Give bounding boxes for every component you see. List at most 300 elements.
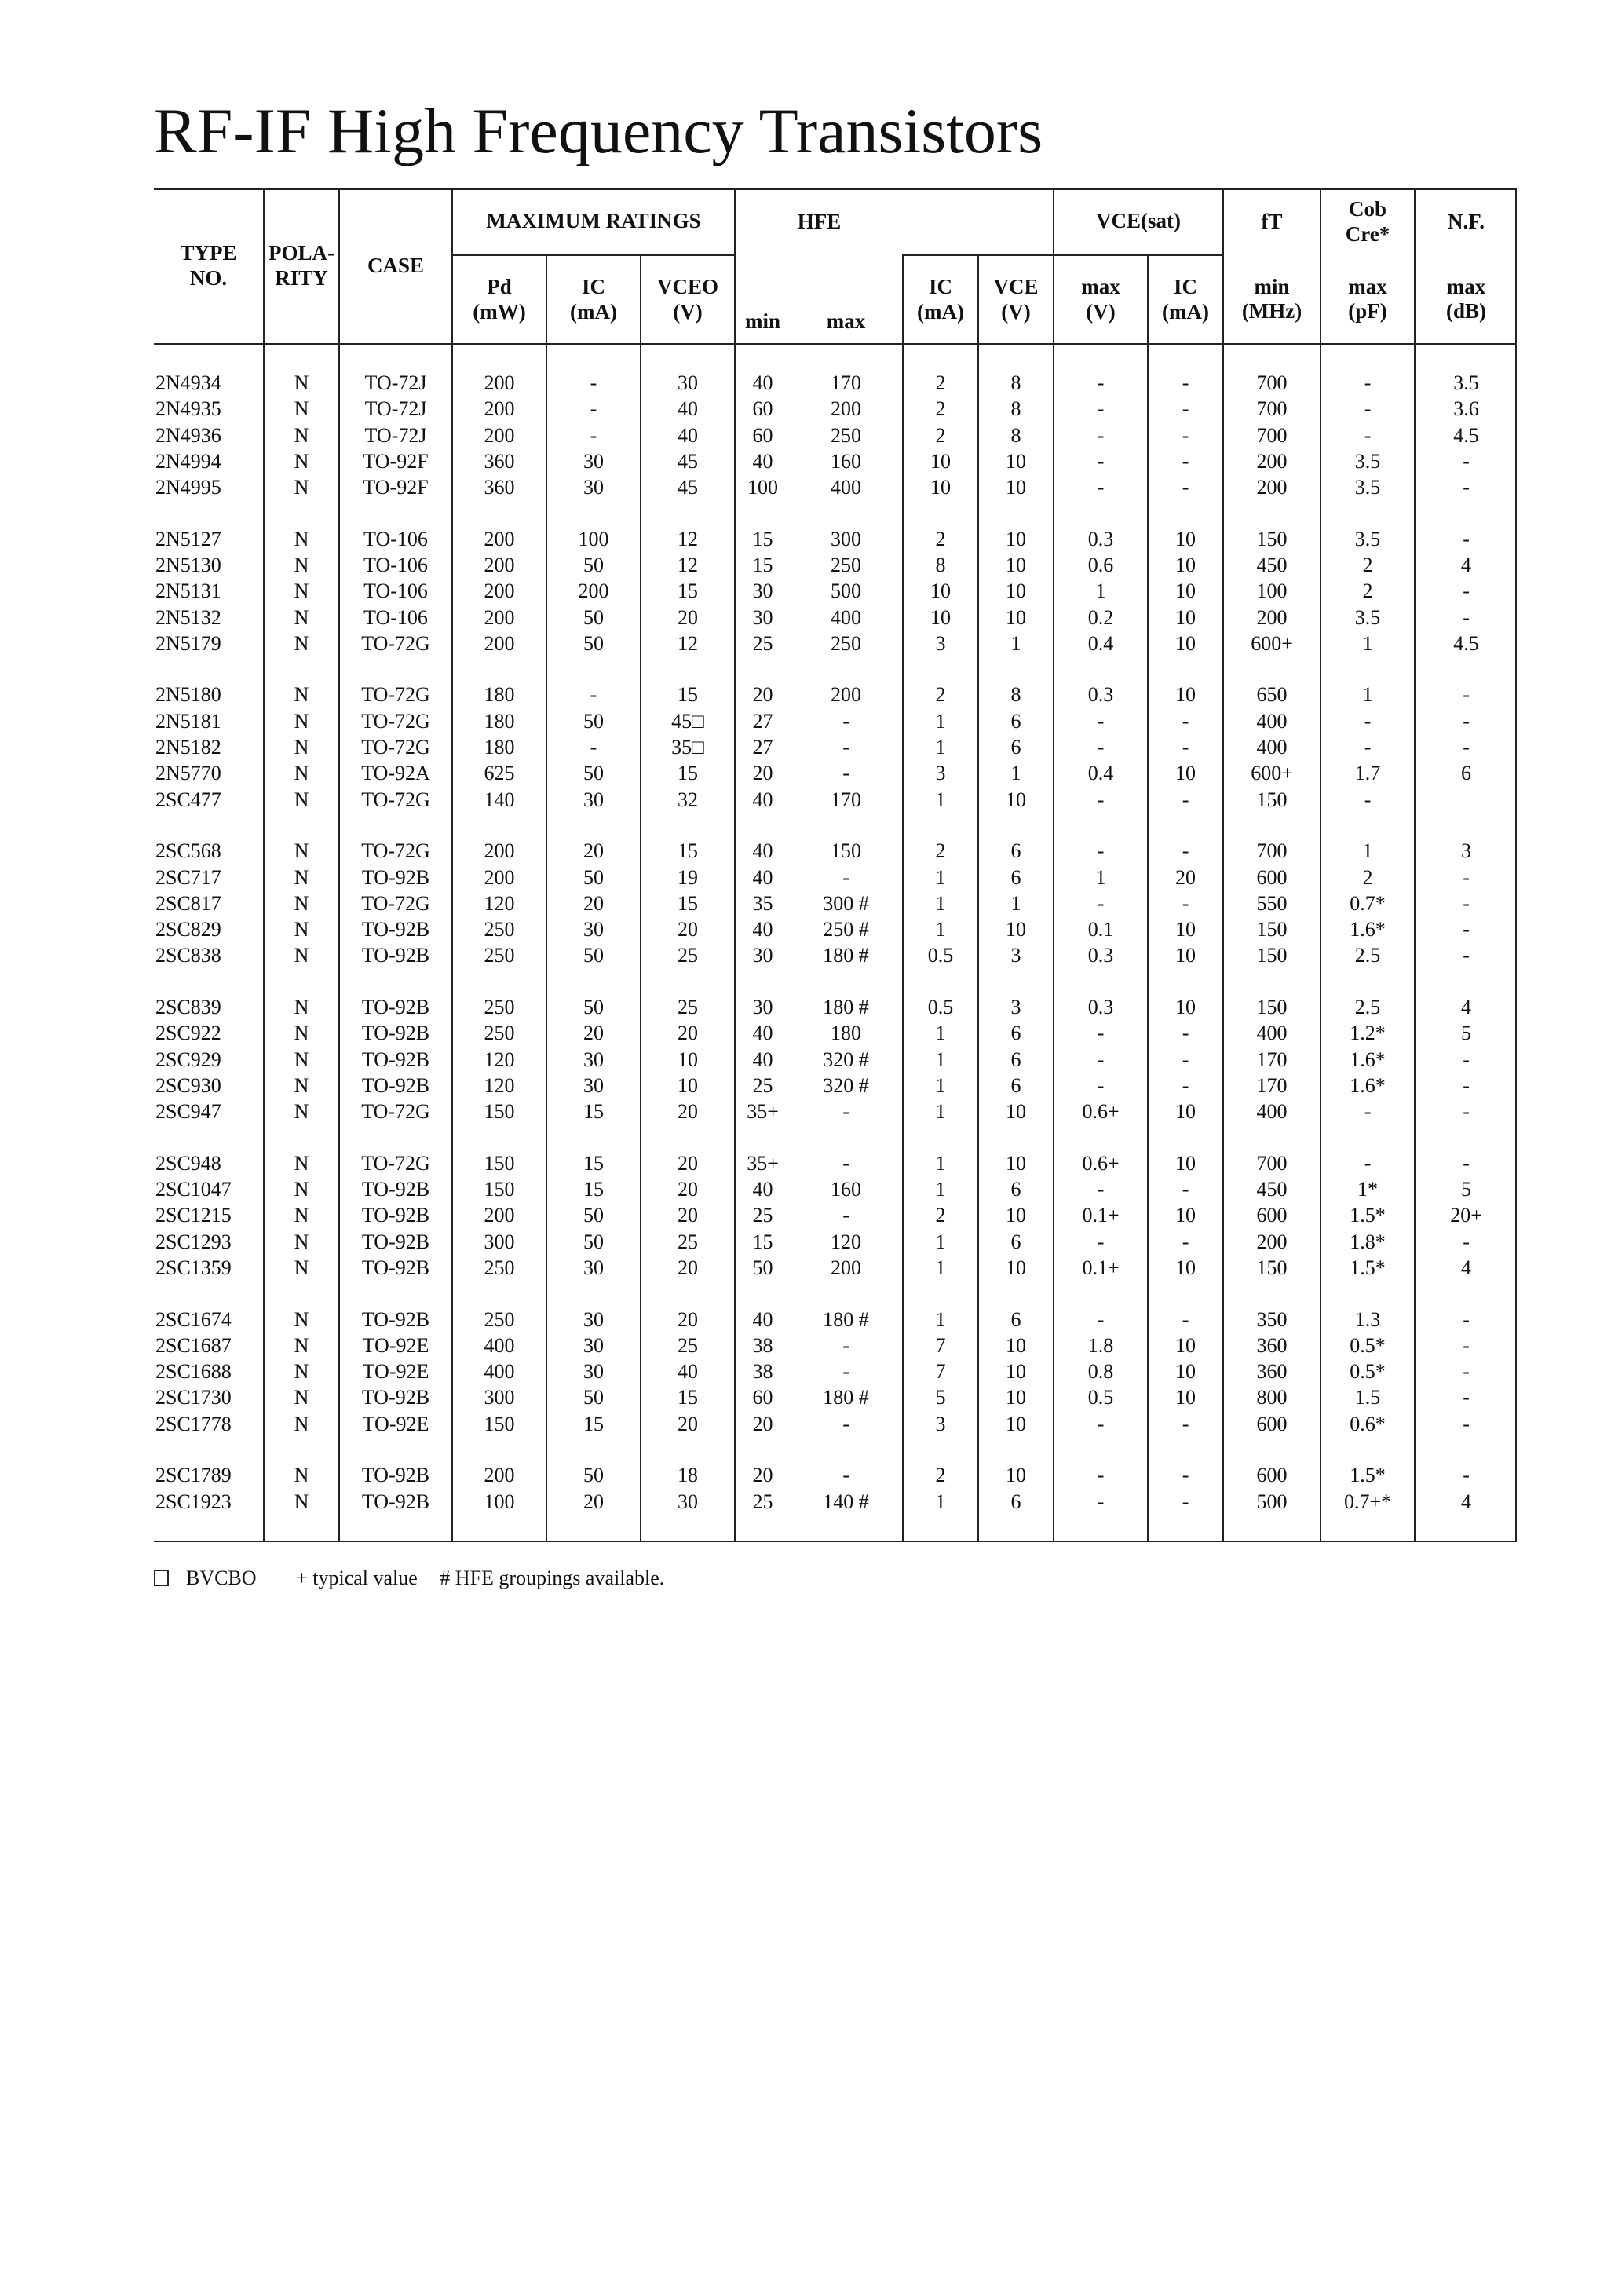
cell-hfe-vce: 3	[978, 943, 1054, 969]
cell-hfe-min: 40	[735, 1021, 790, 1047]
spacer-cell	[978, 1437, 1054, 1462]
cell-pd: 250	[452, 1255, 546, 1281]
cell-vcesat-max: -	[1054, 474, 1148, 500]
spacer-cell	[339, 1281, 452, 1307]
cell-ft-min: 360	[1223, 1333, 1321, 1358]
cell-pd: 200	[452, 370, 546, 396]
cell-cob-max: -	[1321, 397, 1415, 422]
spacer-cell	[978, 969, 1054, 994]
spacer-cell	[1223, 813, 1321, 838]
cell-vceo: 20	[641, 1099, 735, 1125]
cell-cob-max: 2	[1321, 865, 1415, 890]
cell-nf-max: -	[1415, 526, 1517, 552]
table-row	[154, 1489, 1517, 1515]
spacer-cell	[1054, 501, 1148, 526]
cell-case: TO-72G	[339, 890, 452, 916]
col-cob: Cob Cre*	[1321, 188, 1415, 255]
cell-ic: 30	[546, 1307, 641, 1333]
cell-vceo: 10	[641, 1047, 735, 1073]
cell-type-no: 2N4995	[155, 476, 221, 499]
cell-ic: 30	[546, 474, 641, 500]
cell-hfe-max: 200	[831, 397, 862, 421]
cell-hfe-ic: 1	[903, 1073, 978, 1099]
table-row	[154, 734, 1517, 760]
cell-vcesat-ic: 20	[1148, 865, 1223, 890]
cell-polarity: N	[264, 1463, 339, 1489]
cell-polarity: N	[264, 1358, 339, 1384]
group-spacer	[154, 501, 1517, 526]
cell-vcesat-max: 0.6+	[1054, 1099, 1148, 1125]
col-hfe-vce: VCE (V)	[978, 255, 1054, 344]
cell-vceo: 15	[641, 579, 735, 605]
cell-polarity: N	[264, 422, 339, 448]
cell-vcesat-ic: -	[1148, 370, 1223, 396]
cell-ft-min: 400	[1223, 1021, 1321, 1047]
cell-ic: 50	[546, 1229, 641, 1255]
cell-case: TO-106	[339, 526, 452, 552]
cell-hfe-ic: 10	[903, 579, 978, 605]
cell-vceo: 15	[641, 1385, 735, 1411]
spacer-cell	[452, 501, 546, 526]
cell-pd: 400	[452, 1358, 546, 1384]
cell-ft-min: 200	[1223, 605, 1321, 631]
cell-vcesat-ic: -	[1148, 1073, 1223, 1099]
cell-vcesat-ic: -	[1148, 1229, 1223, 1255]
cell-pd: 200	[452, 631, 546, 656]
cell-vcesat-max: 0.1+	[1054, 1203, 1148, 1229]
spacer-cell	[1148, 813, 1223, 838]
cell-case: TO-92B	[339, 1176, 452, 1202]
cell-vcesat-max: 0.3	[1054, 943, 1148, 969]
spacer-cell	[452, 1125, 546, 1150]
cell-nf-max: 4	[1415, 552, 1517, 578]
group-spacer	[154, 1125, 1517, 1150]
cell-ft-min: 700	[1223, 422, 1321, 448]
cell-hfe-max: 180 #	[823, 1386, 869, 1409]
cell-vceo: 20	[641, 1411, 735, 1437]
cell-nf-max: -	[1415, 1150, 1517, 1176]
cell-hfe-vce: 6	[978, 708, 1054, 734]
spacer-cell	[1321, 657, 1415, 682]
cell-hfe-max: 120	[831, 1230, 862, 1253]
spacer-cell	[978, 1281, 1054, 1307]
cell-nf-max: 3	[1415, 839, 1517, 865]
cell-vceo: 45□	[641, 708, 735, 734]
cell-hfe-vce: 8	[978, 370, 1054, 396]
spacer-cell	[1223, 657, 1321, 682]
spacer-cell	[1321, 344, 1415, 370]
cell-cob-max: 1.7	[1321, 761, 1415, 787]
cell-hfe-vce: 8	[978, 682, 1054, 708]
cell-hfe-vce: 10	[978, 1411, 1054, 1437]
cell-hfe-ic: 2	[903, 397, 978, 422]
table-row	[154, 1203, 1517, 1229]
cell-case: TO-72J	[339, 422, 452, 448]
cell-hfe-ic: 2	[903, 1203, 978, 1229]
cell-polarity: N	[264, 1411, 339, 1437]
cell-hfe-ic: 1	[903, 787, 978, 813]
cell-ic: 20	[546, 839, 641, 865]
cell-type-no: 2N5130	[155, 554, 221, 576]
cell-case: TO-92B	[339, 916, 452, 942]
cell-case: TO-72G	[339, 1150, 452, 1176]
cell-hfe-ic: 3	[903, 1411, 978, 1437]
spacer-cell	[154, 1515, 264, 1541]
spacer-cell	[546, 657, 641, 682]
cell-ft-min: 400	[1223, 734, 1321, 760]
cell-vcesat-ic: 10	[1148, 1150, 1223, 1176]
table-row	[154, 422, 1517, 448]
cell-ic: 30	[546, 787, 641, 813]
cell-hfe-ic: 10	[903, 448, 978, 474]
cell-polarity: N	[264, 1021, 339, 1047]
cell-vcesat-ic: -	[1148, 1176, 1223, 1202]
cell-ft-min: 400	[1223, 708, 1321, 734]
cell-nf-max: -	[1415, 579, 1517, 605]
cell-ft-min: 450	[1223, 552, 1321, 578]
spacer-cell	[1223, 1437, 1321, 1462]
cell-pd: 625	[452, 761, 546, 787]
cell-nf-max: 20+	[1415, 1203, 1517, 1229]
cell-hfe-max: 250 #	[823, 918, 869, 941]
spacer-cell	[452, 813, 546, 838]
cell-pd: 150	[452, 1176, 546, 1202]
cell-ft-min: 600	[1223, 1203, 1321, 1229]
cell-pd: 250	[452, 994, 546, 1020]
cell-hfe-max: 140 #	[823, 1490, 869, 1513]
footnote-typical: + typical value	[296, 1567, 418, 1589]
table-row	[154, 631, 1517, 656]
spacer-cell	[154, 1437, 264, 1462]
cell-hfe-min: 40	[735, 448, 790, 474]
spacer-cell	[1148, 969, 1223, 994]
spacer-cell	[790, 1125, 903, 1150]
cell-hfe-ic: 1	[903, 1307, 978, 1333]
cell-hfe-vce: 10	[978, 474, 1054, 500]
cell-type-no: 2SC929	[155, 1047, 221, 1071]
cell-hfe-min: 25	[735, 631, 790, 656]
cell-vceo: 30	[641, 370, 735, 396]
spacer-cell	[339, 1437, 452, 1462]
cell-ft-min: 450	[1223, 1176, 1321, 1202]
col-hfe-min: min	[735, 255, 790, 344]
spacer-cell	[546, 813, 641, 838]
cell-vceo: 15	[641, 890, 735, 916]
cell-hfe-ic: 1	[903, 1255, 978, 1281]
group-hfe: HFE	[735, 188, 903, 255]
col-pd: Pd (mW)	[452, 255, 546, 344]
cell-pd: 400	[452, 1333, 546, 1358]
transistor-spec-table	[154, 188, 1517, 1542]
cell-cob-max: 1.6*	[1321, 1073, 1415, 1099]
table-row	[154, 474, 1517, 500]
spacer-cell	[1223, 344, 1321, 370]
col-hfe-max: max	[826, 309, 866, 333]
cell-vcesat-ic: 10	[1148, 943, 1223, 969]
cell-hfe-max: -	[842, 1412, 849, 1435]
spacer-cell	[641, 1437, 735, 1462]
cell-vcesat-max: -	[1054, 839, 1148, 865]
table-row	[154, 1307, 1517, 1333]
cell-hfe-vce: 6	[978, 734, 1054, 760]
spacer-cell	[264, 501, 339, 526]
cell-vcesat-max: -	[1054, 734, 1148, 760]
cell-nf-max: -	[1415, 1463, 1517, 1489]
table-row	[154, 1047, 1517, 1073]
cell-vceo: 20	[641, 916, 735, 942]
spacer-cell	[1321, 969, 1415, 994]
cell-vcesat-max: -	[1054, 1021, 1148, 1047]
spacer-cell	[1415, 969, 1517, 994]
cell-cob-max: 3.5	[1321, 448, 1415, 474]
cell-ft-min: 100	[1223, 579, 1321, 605]
cell-pd: 200	[452, 1463, 546, 1489]
cell-ic: 50	[546, 943, 641, 969]
cell-vceo: 20	[641, 1307, 735, 1333]
spacer-cell	[1415, 1437, 1517, 1462]
cell-vcesat-ic: -	[1148, 839, 1223, 865]
cell-polarity: N	[264, 579, 339, 605]
cell-hfe-max: 320 #	[823, 1047, 869, 1071]
cell-polarity: N	[264, 1255, 339, 1281]
cell-ft-min: 700	[1223, 839, 1321, 865]
table-row	[154, 1358, 1517, 1384]
cell-hfe-max: 250	[831, 631, 862, 655]
cell-cob-max: 1*	[1321, 1176, 1415, 1202]
table-row	[154, 552, 1517, 578]
cell-vcesat-ic: 10	[1148, 1333, 1223, 1358]
cell-vcesat-max: 0.3	[1054, 682, 1148, 708]
col-ft-min: min (MHz)	[1223, 255, 1321, 344]
spacer-cell	[1415, 1281, 1517, 1307]
cell-vceo: 15	[641, 761, 735, 787]
spacer-cell	[903, 344, 978, 370]
table-row	[154, 1255, 1517, 1281]
table-row	[154, 579, 1517, 605]
group-spacer	[154, 657, 1517, 682]
footnote	[154, 1567, 681, 1590]
cell-hfe-vce: 1	[978, 761, 1054, 787]
cell-hfe-max: -	[842, 709, 849, 733]
cell-type-no: 2N5179	[155, 631, 221, 655]
cell-ic: 30	[546, 1358, 641, 1384]
cell-polarity: N	[264, 1099, 339, 1125]
cell-type-no: 2N5182	[155, 736, 221, 759]
cell-hfe-min: 35+	[735, 1150, 790, 1176]
cell-case: TO-72G	[339, 631, 452, 656]
cell-pd: 180	[452, 682, 546, 708]
cell-cob-max: 1.5*	[1321, 1203, 1415, 1229]
footnote-hfe-groupings: # HFE groupings available.	[440, 1567, 665, 1589]
spacer-cell	[339, 501, 452, 526]
cell-nf-max: -	[1415, 1099, 1517, 1125]
spacer-cell	[1054, 1515, 1148, 1541]
cell-hfe-max: -	[842, 1100, 849, 1124]
cell-hfe-ic: 5	[903, 1385, 978, 1411]
cell-vcesat-ic: 10	[1148, 916, 1223, 942]
col-ft: fT	[1223, 188, 1321, 255]
cell-case: TO-92A	[339, 761, 452, 787]
cell-vceo: 40	[641, 1358, 735, 1384]
cell-hfe-ic: 1	[903, 1150, 978, 1176]
cell-hfe-min: 35+	[735, 1099, 790, 1125]
spacer-cell	[978, 1515, 1054, 1541]
cell-ic: 15	[546, 1150, 641, 1176]
spacer-cell	[903, 969, 978, 994]
cell-pd: 200	[452, 605, 546, 631]
cell-vcesat-max: -	[1054, 1463, 1148, 1489]
cell-type-no: 2SC1359	[155, 1256, 232, 1279]
cell-hfe-ic: 1	[903, 708, 978, 734]
cell-ft-min: 150	[1223, 1255, 1321, 1281]
spacer-cell	[790, 1515, 903, 1541]
cell-pd: 360	[452, 448, 546, 474]
cell-ic: -	[546, 422, 641, 448]
spacer-cell	[546, 501, 641, 526]
cell-pd: 150	[452, 1150, 546, 1176]
cell-pd: 300	[452, 1229, 546, 1255]
spacer-cell	[452, 1515, 546, 1541]
cell-nf-max: -	[1415, 1073, 1517, 1099]
spacer-cell	[978, 813, 1054, 838]
cell-pd: 200	[452, 397, 546, 422]
cell-type-no: 2SC1688	[155, 1360, 232, 1384]
col-vcesat-ic: IC (mA)	[1148, 255, 1223, 344]
cell-cob-max: 3.5	[1321, 526, 1415, 552]
cell-ic: -	[546, 397, 641, 422]
cell-type-no: 2SC817	[155, 891, 221, 915]
cell-vceo: 10	[641, 1073, 735, 1099]
spacer-cell	[154, 501, 264, 526]
cell-pd: 120	[452, 1047, 546, 1073]
cell-hfe-min: 20	[735, 1463, 790, 1489]
cell-polarity: N	[264, 994, 339, 1020]
spacer-cell	[1054, 813, 1148, 838]
cell-vcesat-max: -	[1054, 1176, 1148, 1202]
cell-hfe-min: 15	[735, 1229, 790, 1255]
cell-vcesat-max: 0.1+	[1054, 1255, 1148, 1281]
table-row	[154, 890, 1517, 916]
cell-nf-max: 4	[1415, 1255, 1517, 1281]
cell-hfe-max: -	[842, 762, 849, 785]
table-row	[154, 994, 1517, 1020]
cell-type-no: 2SC1730	[155, 1386, 232, 1409]
cell-hfe-min: 30	[735, 994, 790, 1020]
cell-vceo: 20	[641, 605, 735, 631]
cell-ft-min: 360	[1223, 1358, 1321, 1384]
cell-nf-max: -	[1415, 943, 1517, 969]
cell-ic: 30	[546, 1073, 641, 1099]
cell-type-no: 2SC1789	[155, 1464, 232, 1487]
cell-ft-min: 200	[1223, 474, 1321, 500]
cell-cob-max: -	[1321, 787, 1415, 813]
cell-nf-max: -	[1415, 734, 1517, 760]
cell-polarity: N	[264, 370, 339, 396]
cell-hfe-ic: 1	[903, 1489, 978, 1515]
cell-hfe-max: 160	[831, 449, 862, 473]
spacer-cell	[1321, 813, 1415, 838]
cell-hfe-ic: 1	[903, 1176, 978, 1202]
cell-hfe-ic: 1	[903, 1021, 978, 1047]
cell-vceo: 25	[641, 1229, 735, 1255]
cell-vcesat-max: -	[1054, 890, 1148, 916]
cell-ic: 50	[546, 1385, 641, 1411]
group-spacer	[154, 969, 1517, 994]
cell-polarity: N	[264, 1229, 339, 1255]
cell-nf-max: -	[1415, 865, 1517, 890]
cell-ic: 50	[546, 552, 641, 578]
cell-ft-min: 600	[1223, 1463, 1321, 1489]
spacer-cell	[1223, 1125, 1321, 1150]
cell-vcesat-ic: -	[1148, 734, 1223, 760]
spacer-cell	[790, 501, 903, 526]
cell-hfe-min: 40	[735, 787, 790, 813]
cell-type-no: 2N5131	[155, 579, 221, 603]
cell-vcesat-max: -	[1054, 397, 1148, 422]
cell-hfe-min: 30	[735, 605, 790, 631]
cell-vceo: 20	[641, 1150, 735, 1176]
cell-case: TO-92F	[339, 448, 452, 474]
cell-pd: 250	[452, 916, 546, 942]
cell-nf-max: -	[1415, 1047, 1517, 1073]
cell-vcesat-max: 0.6+	[1054, 1150, 1148, 1176]
cell-vcesat-ic: 10	[1148, 1358, 1223, 1384]
cell-polarity: N	[264, 631, 339, 656]
cell-type-no: 2N4936	[155, 423, 221, 447]
cell-vcesat-max: -	[1054, 1489, 1148, 1515]
cell-pd: 150	[452, 1411, 546, 1437]
cell-hfe-ic: 1	[903, 1229, 978, 1255]
spacer-cell	[1321, 1515, 1415, 1541]
cell-type-no: 2N4994	[155, 449, 221, 473]
cell-hfe-vce: 6	[978, 1073, 1054, 1099]
cell-nf-max: -	[1415, 1333, 1517, 1358]
cell-vcesat-ic: 10	[1148, 994, 1223, 1020]
cell-case: TO-92B	[339, 1489, 452, 1515]
cell-ft-min: 200	[1223, 448, 1321, 474]
table-row	[154, 1021, 1517, 1047]
spacer-cell	[903, 813, 978, 838]
cell-vceo: 25	[641, 1333, 735, 1358]
cell-polarity: N	[264, 1176, 339, 1202]
cell-hfe-ic: 7	[903, 1358, 978, 1384]
cell-type-no: 2SC829	[155, 918, 221, 941]
spacer-cell	[1223, 969, 1321, 994]
cell-nf-max	[1415, 787, 1517, 813]
cell-hfe-min: 40	[735, 1307, 790, 1333]
cell-polarity: N	[264, 1385, 339, 1411]
spacer-cell	[1148, 657, 1223, 682]
cell-vcesat-ic: -	[1148, 1411, 1223, 1437]
cell-vcesat-ic: -	[1148, 1489, 1223, 1515]
cell-case: TO-92E	[339, 1411, 452, 1437]
cell-nf-max: 4	[1415, 994, 1517, 1020]
cell-ft-min: 600	[1223, 1411, 1321, 1437]
cell-type-no: 2N5181	[155, 709, 221, 733]
cell-ic: 30	[546, 1255, 641, 1281]
cell-case: TO-92B	[339, 1047, 452, 1073]
cell-hfe-max: -	[842, 1464, 849, 1487]
cell-nf-max: -	[1415, 1385, 1517, 1411]
cell-nf-max: -	[1415, 1307, 1517, 1333]
cell-vcesat-max: 1	[1054, 579, 1148, 605]
cell-vcesat-max: 0.2	[1054, 605, 1148, 631]
cell-type-no: 2SC948	[155, 1151, 221, 1175]
cell-type-no: 2N4935	[155, 397, 221, 421]
group-vcesat: VCE(sat)	[1054, 188, 1223, 255]
cell-nf-max: 4.5	[1415, 422, 1517, 448]
cell-hfe-ic: 1	[903, 1099, 978, 1125]
